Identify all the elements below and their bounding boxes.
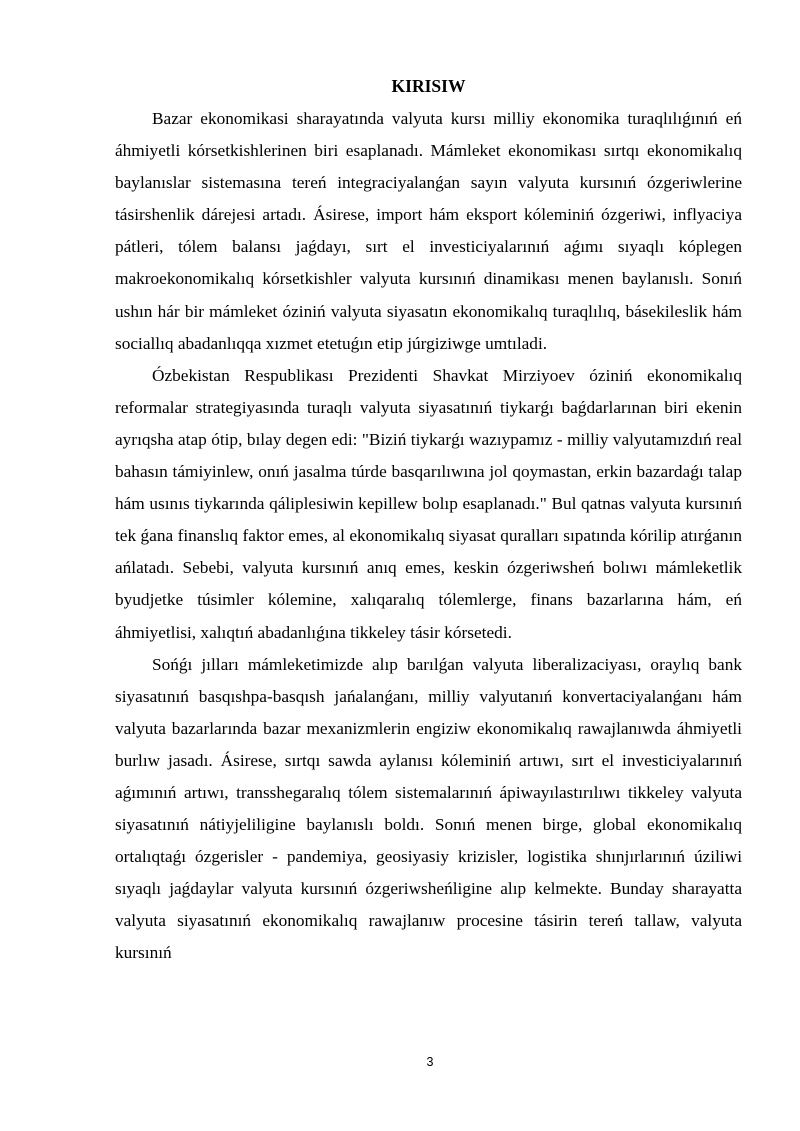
page-number: 3 xyxy=(426,1055,434,1069)
document-page xyxy=(115,73,742,970)
paragraph-2: Ózbekistan Respublikası Prezidenti Shavkat Mirziyoev óziniń ekonomikalıq reformalar strategiyasında turaqlı valyuta siyasatınıń tiykarǵı baǵdarlarınan biri ekenin ayrıqsha atap ótip, bılay degen edi: "Biziń tiykarǵı wazıypamız - milliy valyutamızdıń real bahasın támiyinlew, onıń jasalma túrde basqarılıwına jol qoymastan, erkin bazardaǵı talap hám usınıs tiykarında qáliplesiwin kepillew bolıp esaplanadı." Bul qatnas valyuta kursınıń tek ǵana finanslıq faktor emes, al ekonomikalıq siyasat quralları sıpatında kórilip atırǵanın ańlatadı. Sebebi, valyuta kursınıń anıq emes, keskin ózgeriwsheń bolıwı mámleketlik byudjetke túsimler kólemine, xalıqaralıq tólemlerge, finans bazarlarına hám, eń áhmiyetlisi, xalıqtıń abadanlıǵına tikkeley tásir kórsetedi. xyxy=(115,365,742,642)
paragraph-1: Bazar ekonomikasi sharayatında valyuta kursı milliy ekonomika turaqlılıǵınıń eń áhmiyetli kórsetkishlerinen biri esaplanadı. Mámleket ekonomikası sırtqı ekonomikalıq baylanıslar sistemasına tereń integraciyalanǵan sayın valyuta kursınıń ózgeriwlerine tásirshenlik dárejesi artadı. Ásirese, import hám eksport kóleminiń ózgeriwi, inflyaciya pátleri, tólem balansı jaǵdayı, sırt el investiciyalarınıń aǵımı sıyaqlı kóplegen makroekonomikalıq kórsetkishler valyuta kursınıń dinamikası menen baylanıslı. Sonıń ushın hár bir mámleket óziniń valyuta siyasatın ekonomikalıq turaqlılıq, básekileslik hám sociallıq abadanlıqqa xızmet etetuǵın etip júrgiziwge umtıladi. xyxy=(115,109,742,353)
section-title: KIRISIW xyxy=(391,76,466,96)
paragraph-3: Sońǵı jılları mámleketimizde alıp barılǵan valyuta liberalizaciyası, oraylıq bank siyasatınıń basqıshpa-basqısh jańalanǵanı, milliy valyutanıń konvertaciyalanǵanı hám valyuta bazarlarında bazar mexanizmlerin engiziw ekonomikalıq rawajlanıwda áhmiyetli burlıw jasadı. Ásirese, sırtqı sawda aylanısı kóleminiń artıwı, sırt el investiciyalarınıń aǵımınıń artıwı, transshegaralıq tólem sistemalarınıń ápiwayılastırılıwı tikkeley valyuta siyasatınıń nátiyjeliligine baylanıslı boldı. Sonıń menen birge, global ekonomikalıq ortalıqtaǵı ózgerisler - pandemiya, geosiyasiy krizisler, logistika shınjırlarınıń úziliwi sıyaqlı jaǵdaylar valyuta kursınıń ózgeriwsheńligine alıp kelmekte. Bunday sharayatta valyuta siyasatınıń ekonomikalıq rawajlanıw procesine tásirin tereń tallaw, valyuta kursınıń xyxy=(115,654,742,963)
